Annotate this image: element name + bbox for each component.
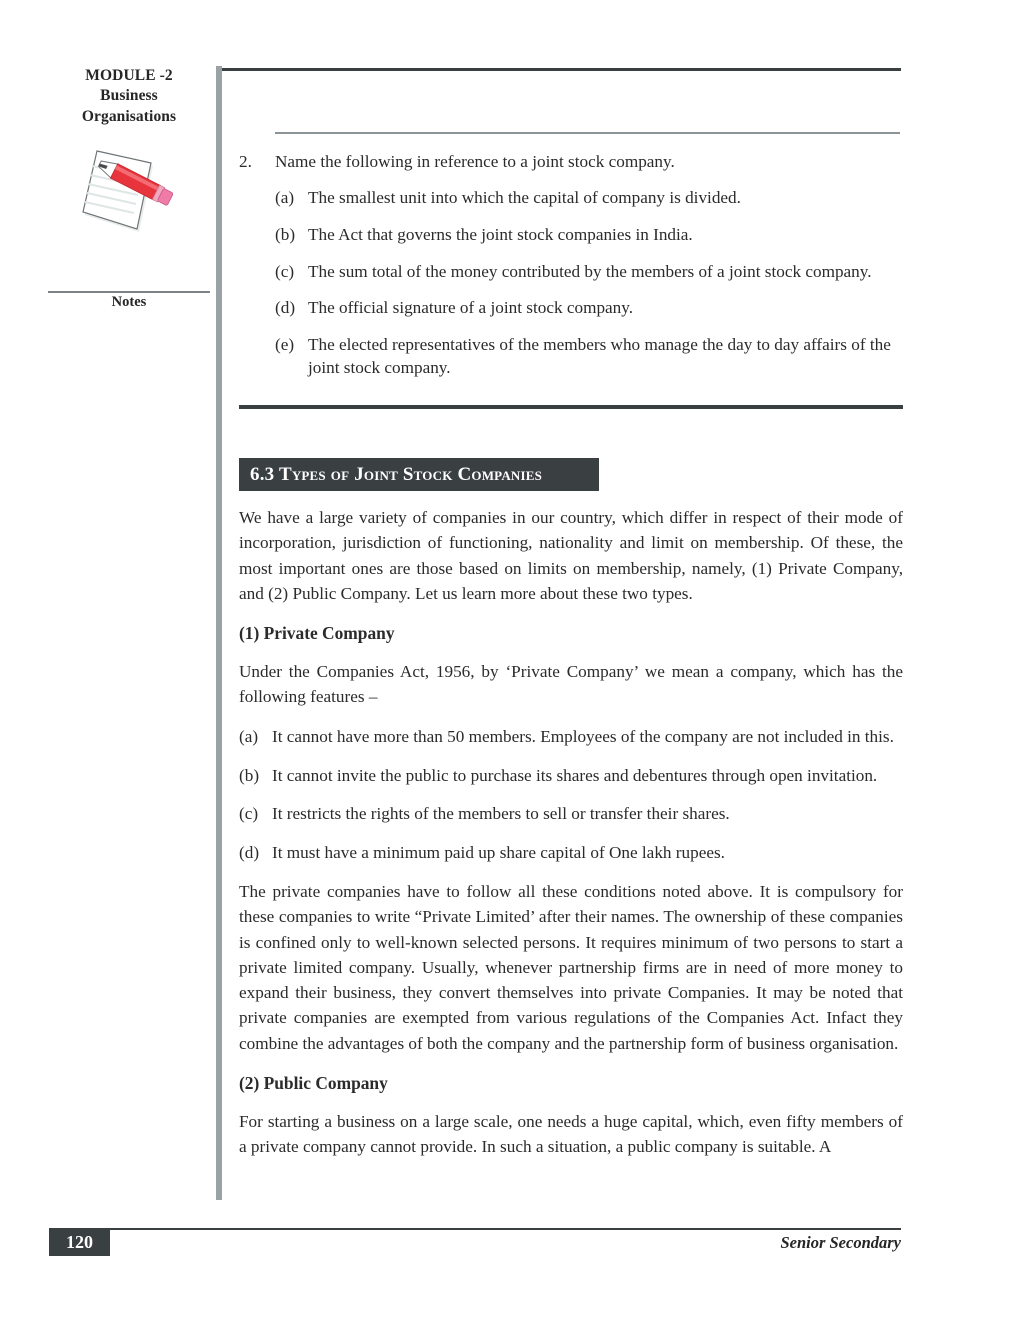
feature-item — [239, 764, 903, 788]
feature-label: (c) — [239, 804, 259, 824]
question-row — [239, 151, 903, 173]
feature-text: It cannot have more than 50 members. Employees of the company are not included in this. — [272, 727, 894, 747]
question-number: 2. — [239, 152, 252, 171]
feature-text: It cannot invite the public to purchase its shares and debentures through open invitation. — [272, 765, 878, 785]
feature-item — [239, 802, 903, 826]
page-number-badge: 120 — [49, 1228, 110, 1256]
question-subitem — [239, 297, 903, 320]
subitem-label: (e) — [275, 335, 295, 355]
subsection-1-closing: The private companies have to follow all these conditions noted above. It is compulsory for these companies to write “Private Limited’ after their names. The ownership of these companies is confined only to well-known selected persons. It requires minimum of two persons to start a private limited company. Usually, whenever partnership firms are in need of more money to expand their business, they convert themselves into private Companies. It may be noted that private companies are exempted from various regulations of the Companies Act. Infact they combine the advantages of both the company and the partnership form of business organisation. — [239, 882, 903, 1053]
notes-divider — [48, 291, 210, 293]
question-subitem — [239, 224, 903, 247]
question-text: Name the following in reference to a joint stock company. — [275, 152, 675, 171]
body-column — [239, 505, 903, 1175]
question-subitem — [239, 261, 903, 284]
exercise-bottom-rule — [239, 405, 903, 409]
notes-label: Notes — [111, 294, 147, 310]
exercise-block — [239, 132, 903, 380]
question-subitem — [239, 334, 903, 379]
feature-text: It must have a minimum paid up share capital of One lakh rupees. — [272, 842, 725, 862]
subitem-label: (a) — [275, 188, 295, 208]
footer-label: Senior Secondary — [780, 1233, 901, 1252]
subitem-label: (d) — [275, 298, 296, 318]
subitem-text: The elected representatives of the members who manage the day to day affairs of the joint stock company. — [308, 335, 891, 377]
subitem-text: The official signature of a joint stock company. — [308, 298, 634, 318]
subitem-text: The smallest unit into which the capital of company is divided. — [308, 188, 741, 208]
subsection-2-intro: For starting a business on a large scale, one needs a huge capital, which, even fifty members of a private company cannot provide. In such a situation, a public company is suitable. A — [239, 1111, 903, 1156]
footer-rule — [110, 1228, 901, 1230]
module-line-2: Business — [100, 87, 158, 105]
content-top-rule — [222, 68, 901, 71]
subsection-1-intro: Under the Companies Act, 1956, by ‘Private Company’ we mean a company, which has the following features – — [239, 661, 903, 707]
feature-item — [239, 725, 903, 749]
section-heading-band — [239, 458, 599, 491]
section-heading-text: 6.3 Types of Joint Stock Companies — [250, 463, 543, 485]
feature-text: It restricts the rights of the members to sell or transfer their shares. — [272, 804, 730, 824]
subitem-text: The sum total of the money contributed by the members of a joint stock company. — [308, 261, 872, 281]
content-left-bar — [216, 66, 222, 1200]
exercise-top-rule — [275, 132, 900, 134]
feature-item — [239, 841, 903, 865]
subsection-2-heading: (2) Public Company — [239, 1072, 388, 1093]
subsection-1-heading: (1) Private Company — [239, 623, 395, 644]
module-line-1: MODULE -2 — [85, 67, 173, 84]
question-subitem — [239, 187, 903, 210]
notes-icon-container — [48, 139, 210, 225]
subitem-text: The Act that governs the joint stock companies in India. — [308, 225, 693, 245]
subitem-label: (b) — [275, 225, 296, 245]
margin-column — [48, 66, 210, 310]
module-line-3: Organisations — [81, 107, 177, 125]
module-title — [48, 66, 210, 127]
notes-paper-pencil-icon — [69, 139, 189, 235]
section-intro-paragraph: We have a large variety of companies in our country, which differ in respect of their mode of incorporation, jurisdiction of functioning, nationality and limit on membership. Of these, the most important ones are those based on limits on membership, namely, (1) Private Company, and (2) Public Company. Let us learn more about these two types. — [239, 508, 903, 603]
feature-label: (b) — [239, 765, 260, 785]
feature-label: (a) — [239, 727, 259, 747]
feature-label: (d) — [239, 842, 260, 862]
subitem-label: (c) — [275, 261, 295, 281]
